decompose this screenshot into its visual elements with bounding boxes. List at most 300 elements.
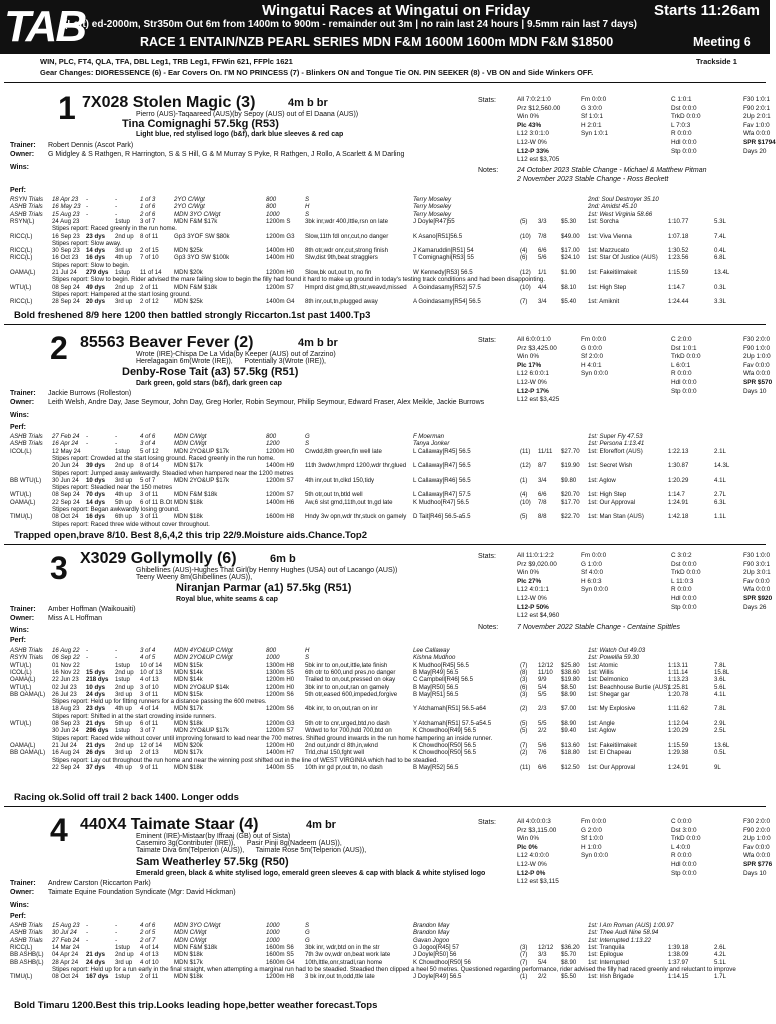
breeding: Ghibellines (AUS)-Hughes That Girl(by Henny Hughes (USA) out of Lacango (AUS)) Teeny Weeny 8m(Ghibellines (AUS)),: [136, 567, 398, 581]
perf-cell: Gp3 3YOF SW $80k: [174, 232, 230, 240]
stat-value: Stp 0:0:0: [671, 603, 697, 611]
comment: Bold Timaru 1200.Best this trip.Looks leading hope,better weather forecast.Tops: [14, 1000, 378, 1011]
stat-value: L12-W 0%: [517, 861, 547, 868]
perf-cell: 5th otr,eased 600,impeded,forgive: [305, 690, 398, 698]
perf-cell: J Doyle[R50] 56: [413, 951, 457, 959]
perf-cell: -: [115, 440, 118, 448]
trackside: Trackside 1: [696, 57, 737, 66]
perf-cell: 5/5: [538, 720, 547, 727]
perf-cell: 1:20.29: [668, 476, 689, 484]
perf-cell: Slow,11th fdl onr,cut,no danger: [305, 232, 389, 240]
perf-cell: 1200m H0: [266, 269, 295, 276]
perf-cell: 15 Aug 23: [52, 210, 80, 218]
start-time: Starts 11:26am: [654, 2, 760, 19]
perf-cell: 1000: [266, 654, 280, 662]
perf-cell: 1:20.78: [668, 690, 689, 698]
perf-cell: 2nd up: [115, 462, 134, 470]
stat-value: L12-W 0%: [517, 139, 547, 146]
trainer-label: Trainer:: [10, 606, 36, 613]
stat-value: Sf 1:0:0: [581, 835, 604, 843]
stat-value: F30 2:0:0: [743, 818, 771, 825]
perf-cell: WTU(L): [10, 661, 32, 669]
perf-cell: 1200m H0: [266, 741, 295, 749]
perf-cell: MDN C/Wgt: [174, 936, 207, 944]
runner-number: 2: [50, 330, 68, 366]
perf-cell: 2nd up: [115, 741, 134, 749]
perf-cell: 1stup: [115, 217, 130, 225]
stat-value: L 7:0:3: [671, 121, 691, 129]
perf-cell: 3.6L: [714, 676, 726, 684]
perf-cell: 1200m H0: [266, 447, 295, 455]
stat-value: 2Up 3:0:1: [743, 569, 771, 577]
perf-cell: -: [86, 440, 89, 448]
perf-cell: RICC(L): [10, 943, 33, 951]
perf-cell: D Tait[R46] 56.5-a5.5: [413, 513, 471, 521]
perf-cell: 3 of 7: [140, 727, 156, 735]
perf-cell: (11): [520, 447, 531, 455]
stat-value: Days 26: [743, 603, 767, 611]
perf-cell: $17.00: [561, 247, 580, 255]
perf-cell: -: [115, 210, 118, 218]
perf-cell: ASHB Trials: [10, 647, 43, 654]
stat-value: SPR $776: [743, 861, 773, 868]
perf-cell: 1st: Delmonico: [588, 676, 629, 684]
colours: Emerald green, black & white stylised logo, emerald green sleeves & cap with black & white stylised logo: [136, 870, 486, 877]
perf-cell: 2.9L: [714, 720, 726, 727]
perf-cell: G: [305, 433, 310, 440]
stat-value: Fm 0:0:0: [581, 552, 607, 559]
perf-cell: (3): [520, 943, 528, 951]
perf-cell: 21 dys: [86, 720, 105, 727]
perf-cell: 2 of 13: [140, 749, 159, 757]
perf-cell: 6.8L: [714, 254, 726, 262]
perf-cell: 70 dys: [86, 491, 105, 499]
stat-value: Syn 0:0:0: [581, 586, 609, 594]
stat-value: R 0:0:0: [671, 130, 692, 138]
stat-value: F30 1:0:0: [743, 552, 771, 559]
colours: Royal blue, white seams & cap: [176, 596, 278, 603]
stat-value: C 2:0:0: [671, 336, 692, 343]
stat-value: Fm 0:0:0: [581, 96, 607, 103]
perf-cell: 1:30.87: [668, 462, 689, 470]
stat-value: L12 3:0:1:0: [517, 130, 549, 138]
perf-cell: -: [86, 196, 89, 203]
perf-cell: (7): [520, 298, 528, 306]
perf-cell: TIMU(L): [10, 513, 33, 521]
perf-cell: 5th otr to cnr,urged,btd,no dash: [305, 720, 390, 727]
stipes-report: Stipes report: Lay out throughout the run home and near the winning post shifted out in the line of WEST VIRGINIA which had to be steadied.: [52, 756, 439, 764]
perf-cell: 1200m S7: [266, 283, 294, 291]
perf-cell: 1st: Shegar gar: [588, 690, 630, 698]
perf-cell: 1st: Super Fly 47.53: [588, 433, 643, 440]
perf-cell: MDN 3YO C/Wgt: [174, 210, 221, 218]
perf-cell: 7.4L: [714, 232, 726, 240]
perf-cell: Y Atchamah[R51] 57.5-a54.5: [413, 720, 492, 727]
perf-cell: 5.3L: [714, 217, 726, 225]
perf-cell: 1st: Irish Brigade: [588, 973, 634, 981]
perf-cell: (3): [520, 676, 528, 684]
perf-cell: Y Atchamah[R51] 56.5-a64: [413, 705, 487, 713]
perf-cell: 1st: High Step: [588, 283, 627, 291]
track-conditions: (Left) ed-2000m, Str350m Out 6m from 1400m to 900m - remainder out 3m | no rain last 24 hours | 9.5mm rain last 7 days): [64, 19, 638, 30]
perf-cell: 4 of 6: [140, 433, 156, 440]
perf-cell: Aw,6 slst gmd,11th,out tn,gd late: [305, 498, 393, 506]
perf-cell: 1 of 3: [140, 196, 156, 203]
perf-cell: 1600m S6: [266, 943, 294, 951]
perf-cell: 1stup: [115, 269, 130, 276]
perf-cell: K Mudhoo[R45] 56.5: [413, 661, 469, 669]
perf-cell: 04 Apr 24: [52, 951, 79, 959]
perf-cell: 9 of 11: [140, 763, 159, 771]
perf-cell: 7/6: [538, 749, 547, 757]
perf-cell: 08 Sep 23: [52, 720, 80, 727]
perf-cell: 2/2: [538, 973, 547, 981]
perf-cell: 1200m S7: [266, 491, 294, 499]
perf-cell: 2nd up: [115, 283, 134, 291]
perf-cell: 1:24.91: [668, 763, 689, 771]
perf-cell: 5 of 12: [140, 447, 159, 455]
perf-cell: 2/3: [538, 705, 547, 713]
perf-cell: 5/5: [538, 690, 547, 698]
perf-cell: 4bk inr, to on,out,ran on inr: [305, 705, 378, 713]
perf-cell: 28 Apr 24: [52, 958, 79, 966]
perf-cell: 2 of 15: [140, 247, 159, 255]
perf-cell: 1:14.7: [668, 283, 685, 291]
stat-value: Win 0%: [517, 835, 540, 843]
perf-cell: (10): [520, 232, 531, 240]
perf-cell: 1600m H8: [266, 513, 295, 521]
perf-cell: 1st: Fakeitilmakeit: [588, 741, 637, 749]
perf-cell: 4th up: [115, 254, 132, 262]
perf-cell: K Chowdhoo[R49] 56.5: [413, 727, 477, 735]
perf-cell: L Callaway[R47] 57.5: [413, 491, 471, 499]
perf-cell: BB ASHB(L): [10, 958, 44, 966]
runner-age: 6m b: [270, 553, 296, 565]
trainer: Jackie Burrows (Rolleston): [48, 390, 132, 397]
colours: Dark green, gold stars (b&f), dark green cap: [136, 380, 282, 387]
perf-cell: 2nd up: [115, 668, 134, 676]
stat-value: TrkD 0:0:0: [671, 569, 701, 577]
perf-cell: 3rd up: [115, 247, 133, 255]
perf-cell: Crwdd,8th green,fin well late: [305, 447, 382, 455]
perf-cell: MDN $14k: [174, 676, 203, 684]
perf-cell: $8.90: [561, 690, 577, 698]
perf-cell: 11th 3wdwr,hmprd 1200,wdr thr,glued: [305, 462, 407, 470]
stat-value: Plc 17%: [517, 361, 542, 369]
stat-value: Fav 0:0:0: [743, 843, 770, 851]
breeding: Wrote (IRE)-Chispa De La Vida(by Keeper (AUS) out of Zarzino) Herelagagain 6m(Wrote (IRE)), Potentially 3(Wrote (IRE)),: [136, 351, 336, 365]
stat-value: Fav 0:0:0: [743, 577, 770, 585]
perf-cell: 800: [266, 433, 277, 440]
perf-cell: $12.50: [561, 763, 580, 771]
perf-cell: 1200m S7: [266, 727, 294, 735]
perf-cell: 1:38.09: [668, 951, 689, 959]
stat-value: C 3:0:2: [671, 552, 692, 559]
stat-value: SPR $1794: [743, 139, 776, 146]
stat-value: L12 est $3,115: [517, 878, 559, 886]
trainer-label: Trainer:: [10, 390, 36, 397]
perf-cell: 1st: Aglow: [588, 476, 616, 484]
perf-cell: 3 of 4: [140, 440, 156, 448]
perf-cell: B May[R50] 56.5: [413, 683, 459, 691]
perf-cell: $8.90: [561, 958, 577, 966]
perf-cell: 27 Feb 24: [52, 433, 80, 440]
perf-cell: 218 dys: [86, 676, 109, 684]
perf-cell: 22 Sep 24: [52, 498, 80, 506]
runner-number: 1: [58, 90, 76, 126]
perf-cell: 14.3L: [714, 462, 730, 470]
perf-cell: (7): [520, 951, 528, 959]
stat-value: Days 10: [743, 387, 767, 395]
perf-cell: 2 of 11: [140, 283, 159, 291]
perf-cell: A Goindasamy[R54] 56.5: [413, 298, 481, 306]
perf-cell: 11/11: [538, 447, 553, 455]
perf-cell: 30 Sep 23: [52, 247, 80, 255]
perf-cell: K Chowdhoo[R50] 56: [413, 958, 471, 966]
perf-cell: $20.70: [561, 491, 580, 499]
perf-cell: 1300m H8: [266, 661, 295, 669]
perf-cell: 24 dys: [86, 958, 105, 966]
perf-cell: 1stup: [115, 727, 130, 735]
perf-cell: 49 dys: [86, 283, 105, 291]
perf-cell: ASHB Trials: [10, 440, 43, 448]
stat-value: Dst 1:0:1: [671, 344, 697, 352]
perf-cell: MDN $18k: [174, 951, 203, 959]
perf-cell: 1st: I Am Roman (AUS) 1:00.97: [588, 922, 674, 929]
perf-cell: -: [86, 433, 89, 440]
stat-value: Fm 0:0:0: [581, 818, 607, 825]
stipes-report: Stipes report: Held up for fitting runners for a distance passing the 600 metres.: [52, 698, 267, 706]
perf-cell: 4th up: [115, 491, 132, 499]
perf-cell: 1st: Atomic: [588, 661, 618, 669]
perf-cell: 7/8: [538, 498, 547, 506]
perf-cell: RICC(L): [10, 298, 33, 306]
perf-cell: -: [115, 936, 118, 944]
perf-cell: 5/6: [538, 741, 547, 749]
perf-cell: -: [115, 433, 118, 440]
comment: Trapped open,brave 8/10. Best 8,6,4,2 this trip 22/9.Moisture aids.Chance.Top2: [14, 530, 368, 541]
perf-cell: 3rd up: [115, 476, 133, 484]
stat-value: Hdl 0:0:0: [671, 379, 697, 386]
perf-cell: BB WTU(L): [10, 476, 42, 484]
bet-types: WIN, PLC, FT4, QLA, TFA, DBL Leg1, TRB Leg1, FFWin 621, FFPlc 1621: [40, 57, 293, 66]
perf-cell: 6 of 11: [140, 720, 159, 727]
perf-cell: 3rd up: [115, 298, 133, 306]
perf-cell: 21 Jul 24: [52, 741, 77, 749]
perf-cell: ASHB Trials: [10, 936, 43, 944]
perf-cell: 2 of 12: [140, 298, 159, 306]
perf-cell: Brandon May: [413, 929, 450, 937]
stipes-report: Stipes report: Jumped away awkwardly. Steadied when hampered near the 1200 metres: [52, 469, 294, 477]
perf-cell: 2nd out,undr cl 8th,in,wknd: [305, 741, 378, 749]
perf-cell: 8 of 11: [140, 232, 159, 240]
perf-cell: MDN 2YO&UP $17k: [174, 727, 230, 735]
perf-cell: Wdwd to for 700,hdd 700,btd on: [305, 727, 392, 735]
trainer: Amber Hoffman (Waikouaiti): [48, 606, 136, 613]
perf-cell: G Jogoo[R45] 57: [413, 943, 460, 951]
stat-value: L12 4:0:0:0: [517, 852, 549, 860]
perf-cell: $22.70: [561, 513, 580, 521]
stipes-report: Stipes report: Hampered at the start losing ground.: [52, 290, 191, 298]
perf-cell: 5th up: [115, 720, 132, 727]
perf-cell: 39 dys: [86, 462, 105, 470]
perf-cell: $5.70: [561, 951, 577, 959]
perf-cell: 1st: Persona 1:13.41: [588, 440, 645, 448]
perf-cell: 14 dys: [86, 247, 105, 255]
perf-cell: 15 Aug 23: [52, 922, 80, 929]
perf-cell: 4 of 6: [140, 922, 156, 929]
runner-age: 4m b br: [298, 337, 338, 349]
perf-cell: S: [305, 440, 310, 448]
perf-cell: 296 dys: [86, 727, 109, 735]
perf-cell: 1:10.77: [668, 217, 689, 225]
perf-cell: 06 Sep 22: [52, 654, 80, 662]
perf-cell: 5.6L: [714, 683, 726, 691]
perf-cell: 1200: [266, 440, 280, 448]
perf-cell: 12 of 14: [140, 741, 163, 749]
perf-cell: $8.50: [561, 683, 577, 691]
perf-cell: 22 Sep 24: [52, 763, 80, 771]
perf-cell: 3 of 4: [140, 647, 156, 654]
perf-cell: $36.20: [561, 943, 580, 951]
perf-cell: MDN F&M $18k: [174, 491, 218, 499]
perf-cell: -: [86, 654, 89, 662]
perf-cell: 16 Aug 22: [52, 647, 80, 654]
colours: Light blue, red stylised logo (b&f), dark blue sleeves & red cap: [136, 131, 344, 138]
perf-cell: (7): [520, 661, 528, 669]
perf-cell: 4 of 13: [140, 676, 159, 684]
perf-cell: 1400m H9: [266, 462, 295, 470]
perf-cell: 12/12: [538, 943, 554, 951]
perf-cell: 1st: High Step: [588, 491, 627, 499]
perf-cell: 5th up: [115, 498, 132, 506]
perf-cell: 08 Oct 24: [52, 973, 79, 981]
perf-cell: 5 of 7: [140, 476, 156, 484]
perf-cell: $9.40: [561, 727, 577, 735]
stat-value: Dst 0:0:0: [671, 104, 697, 112]
stat-value: G 1:0:0: [581, 560, 602, 568]
perf-cell: (4): [520, 491, 528, 499]
stat-value: F90 2:0:0: [743, 826, 771, 834]
perf-cell: MDN $17k: [174, 705, 203, 713]
stat-value: H 1:0:0: [581, 843, 602, 851]
perf-cell: 10 of 13: [140, 668, 163, 676]
perf-cell: K Mudhoo[R47] 56.5: [413, 498, 469, 506]
perf-cell: (6): [520, 683, 528, 691]
perf-cell: 3/3: [538, 217, 547, 225]
perf-cell: Slow,bk out,out tn, no fin: [305, 269, 372, 276]
perf-cell: 5.1L: [714, 958, 726, 966]
perf-cell: 2nd up: [115, 683, 134, 691]
stat-value: Hdl 0:0:0: [671, 139, 697, 146]
perf-cell: $8.10: [561, 283, 577, 291]
perf-cell: 30 Jul 24: [52, 929, 77, 937]
perf-cell: MDN $20k: [174, 269, 203, 276]
breeding: Eminent (IRE)-Mistaar(by Iffraaj (GB) out of Sista) Casemiro 3g(Contributer (IRE)), Pasir Pinji 8g(Nadeem (AUS)), Taimate Diva 6m(Telperion (AUS)), Taimate Rose 5m(Telperion (AUS)),: [136, 833, 367, 854]
perf-cell: (6): [520, 254, 528, 262]
runner-age: 4m br: [306, 819, 336, 831]
perf-cell: 1:42.18: [668, 513, 689, 521]
perf-cell: 1stup: [115, 973, 130, 981]
tab-logo: TAB: [4, 2, 86, 51]
perf-cell: MDN $18k: [174, 498, 203, 506]
perf-cell: 1st: West Virginia 58.66: [588, 210, 653, 218]
stat-value: All 11:0:1:2:2: [517, 552, 554, 559]
perf-cell: 1st: Secret Wish: [588, 462, 633, 470]
stats-label: Stats:: [478, 553, 496, 560]
runner-age: 4m b br: [288, 97, 328, 109]
perf-cell: ICOL(L): [10, 668, 32, 676]
perf-cell: MDN $25k: [174, 247, 203, 255]
stats-label: Stats:: [478, 97, 496, 104]
perf-cell: 2.7L: [714, 491, 726, 499]
perf-cell: 3bk inr, wdr,btd on in the str: [305, 943, 380, 951]
perf-cell: Hmprd dist gmd,8th,str,weavd,missed: [305, 283, 407, 291]
perf-cell: L Callaway[R47] 56.5: [413, 462, 471, 470]
perf-cell: 1600m S5: [266, 951, 294, 959]
perf-cell: 22 Jun 23: [52, 676, 79, 684]
stat-value: 2Up 1:0:0: [743, 835, 771, 843]
perf-cell: OAMA(L): [10, 269, 36, 276]
perf-cell: MDN $15k: [174, 661, 203, 669]
perf-cell: 3 of 11: [140, 690, 159, 698]
stat-value: F30 1:0:1: [743, 96, 771, 103]
perf-cell: 2nd: Amidst 45.10: [588, 203, 637, 211]
perf-cell: L Callaway[R45] 56.5: [413, 447, 471, 455]
perf-cell: 1:14.15: [668, 973, 689, 981]
perf-cell: 8 of 14: [140, 462, 159, 470]
note: 24 October 2023 Stable Change - Michael & Matthew Pitman: [517, 167, 707, 174]
perf-cell: 1200m G3: [266, 720, 295, 727]
perf-cell: (2): [520, 705, 528, 713]
stat-value: Syn 1:0:1: [581, 130, 609, 138]
perf-cell: 1st: Viva Vienna: [588, 232, 632, 240]
perf-cell: MDN $14k: [174, 668, 203, 676]
perf-cell: ASHB Trials: [10, 210, 43, 218]
perf-cell: -: [115, 203, 118, 211]
perf-cell: 2/2: [538, 727, 547, 735]
perf-cell: 279 dys: [86, 269, 109, 276]
perf-cell: 1400m H0: [266, 247, 295, 255]
perf-cell: G: [305, 936, 310, 944]
stat-value: Sf 1:0:1: [581, 113, 604, 121]
owner: Taimate Equine Foundation Syndicate (Mgr: David Hickman): [48, 889, 236, 896]
perf-cell: (5): [520, 720, 528, 727]
perf-cell: H: [305, 203, 310, 211]
perf-cell: 1200m H0: [266, 683, 295, 691]
wins-label: Wins:: [10, 164, 29, 171]
perf-cell: ASHB Trials: [10, 922, 43, 929]
perf-cell: 1st: Eforeffort (AUS): [588, 447, 643, 455]
owner: G Midgley & S Rathgen, R Harrington, S & S Hill, G & M Murray S Pyke, R Rathgen, J Rollo, A Scarlett & M Darling: [48, 151, 405, 158]
stipes-report: Stipes report: Slow away.: [52, 239, 122, 247]
perf-cell: 2 of 5: [140, 929, 156, 937]
perf-cell: 4/4: [538, 283, 547, 291]
perf-cell: C Campbell[R46] 56.5: [413, 676, 473, 684]
perf-cell: 10 dys: [86, 683, 105, 691]
stat-value: L12-W 0%: [517, 379, 547, 386]
perf-cell: 1st: Amiknit: [588, 298, 620, 306]
perf-cell: 5bk inr to on,out,ittle,late finish: [305, 661, 388, 669]
stat-value: Stp 0:0:0: [671, 147, 697, 155]
stat-value: All 7:0:2:1:0: [517, 96, 551, 103]
perf-cell: 16 Oct 23: [52, 254, 79, 262]
stat-value: Plc 27%: [517, 577, 542, 585]
runner-number: 4: [50, 812, 68, 848]
perf-cell: 08 Sep 24: [52, 491, 80, 499]
perf-cell: $49.00: [561, 232, 580, 240]
perf-cell: $18.80: [561, 749, 580, 757]
